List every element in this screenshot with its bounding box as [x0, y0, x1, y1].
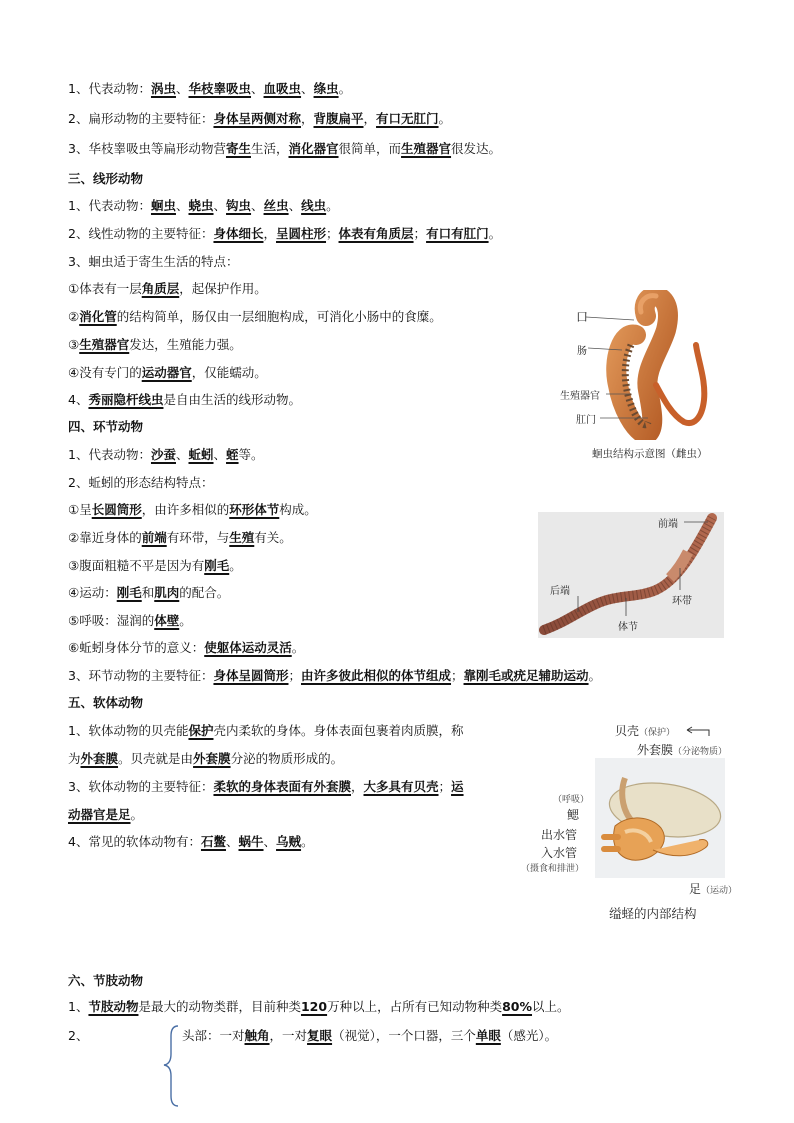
- annelid-examples: 1、代表动物：沙蚕、蚯蚓、蛭等。: [68, 447, 264, 462]
- clam-label-mantle: 外套膜（分泌物质）: [637, 743, 728, 757]
- roundworm-point-2: ②消化管的结构简单，肠仅由一层细胞构成，可消化小肠中的食糜。: [68, 309, 442, 324]
- roundworm-point-4: ④没有专门的运动器官，仅能蠕动。: [68, 365, 267, 380]
- flatworm-features: 2、扁形动物的主要特征：身体呈两侧对称，背腹扁平，有口无肛门。: [68, 111, 452, 126]
- earthworm-point-3: ③腹面粗糙不平是因为有刚毛。: [68, 558, 242, 573]
- roundworm-label-mouth: 口: [576, 310, 589, 324]
- roundworm-label-anus: 肛门: [576, 415, 596, 426]
- roundworm-point-1: ①体表有一层角质层，起保护作用。: [68, 281, 267, 296]
- clam-label-shell: 贝壳（保护）: [615, 724, 676, 738]
- earthworm-label-segment: 体节: [618, 622, 638, 633]
- earthworm-point-1: ①呈长圆筒形，由许多相似的环形体节构成。: [68, 502, 317, 517]
- roundworm-point-3: ③生殖器官发达，生殖能力强。: [68, 337, 242, 352]
- section-heading-nematodes: 三、线形动物: [68, 171, 144, 186]
- nematode-features: 2、线性动物的主要特征：身体细长，呈圆柱形；体表有角质层；有口有肛门。: [68, 226, 502, 241]
- clam-label-outlet: 出水管: [541, 828, 578, 842]
- clam-label-inlet: 入水管: [541, 846, 578, 860]
- earthworm-body: [544, 518, 712, 630]
- free-living-nematode: 4、秀丽隐杆线虫是自由生活的线形动物。: [68, 392, 301, 407]
- earthworm-figure: [538, 512, 724, 638]
- clam-caption: 缢蛏的内部结构: [609, 906, 697, 921]
- nematode-examples: 1、代表动物：蛔虫、蛲虫、钩虫、丝虫、线虫。: [68, 198, 339, 213]
- mollusk-shell-line-2: 为外套膜。贝壳就是由外套膜分泌的物质形成的。: [68, 751, 344, 766]
- annelid-features: 3、环节动物的主要特征：身体呈圆筒形；由许多彼此相似的体节组成；靠刚毛或疣足辅助运动。: [68, 668, 602, 683]
- mollusk-shell-line-1: 1、软体动物的贝壳能保护壳内柔软的身体。身体表面包裹着肉质膜，称: [68, 723, 464, 738]
- clam-label-foot: 足（运动）: [689, 882, 738, 896]
- clam-illustration: [595, 758, 725, 878]
- earthworm-label-back: 后端: [550, 586, 570, 597]
- clam-label-gill-note: （呼吸）: [553, 795, 590, 805]
- earthworm-point-2: ②靠近身体的前端有环带，与生殖有关。: [68, 530, 292, 545]
- roundworm-caption: 蛔虫结构示意图（雌虫）: [592, 448, 708, 460]
- clam-siphon-in: [601, 846, 621, 852]
- mollusk-features-line-1: 3、软体动物的主要特征：柔软的身体表面有外套膜，大多具有贝壳；运: [68, 779, 464, 794]
- section-heading-annelids: 四、环节动物: [68, 419, 144, 434]
- earthworm-point-4: ④运动：刚毛和肌肉的配合。: [68, 585, 230, 600]
- roundworm-adaptation-title: 3、蛔虫适于寄生生活的特点：: [68, 254, 239, 269]
- mollusk-examples: 4、常见的软体动物有：石鳖、蜗牛、乌贼。: [68, 834, 314, 849]
- arthropod-intro: 1、节肢动物是最大的动物类群，目前种类120万种以上，占所有已知动物种类80%以上。: [68, 999, 570, 1014]
- earthworm-label-front: 前端: [658, 519, 678, 530]
- arthropod-head-features: 头部：一对触角，一对复眼（视觉），一个口器，三个单眼（感光）。: [182, 1028, 558, 1043]
- arthropod-item-2-number: 2、: [68, 1028, 89, 1043]
- clam-siphon-out: [601, 834, 621, 840]
- shell-arrow-icon: [683, 722, 713, 738]
- mollusk-features-line-2: 动器官是足。: [68, 807, 144, 822]
- flatworm-parasite: 3、华枝睾吸虫等扁形动物营寄生生活，消化器官很简单，而生殖器官很发达。: [68, 141, 502, 156]
- earthworm-label-clitellum: 环带: [672, 596, 692, 607]
- section-heading-arthropods: 六、节肢动物: [68, 973, 144, 988]
- roundworm-label-intestine: 肠: [577, 346, 587, 357]
- section-heading-mollusks: 五、软体动物: [68, 695, 144, 710]
- earthworm-point-5: ⑤呼吸：湿润的体壁。: [68, 613, 192, 628]
- flatworm-examples: 1、代表动物：涡虫、华枝睾吸虫、血吸虫、绦虫。: [68, 81, 352, 96]
- earthworm-clitellum: [670, 552, 688, 578]
- roundworm-figure: [556, 290, 736, 465]
- clam-label-gill: 鳃: [567, 808, 580, 822]
- earthworm-point-6: ⑥蚯蚓身体分节的意义：使躯体运动灵活。: [68, 640, 305, 655]
- clam-label-inlet-note: （摄食和排泄）: [521, 864, 585, 874]
- earthworm-structure-title: 2、蚯蚓的形态结构特点：: [68, 475, 214, 490]
- roundworm-label-reproductive: 生殖器官: [560, 391, 600, 402]
- razor-clam-figure: [515, 718, 755, 923]
